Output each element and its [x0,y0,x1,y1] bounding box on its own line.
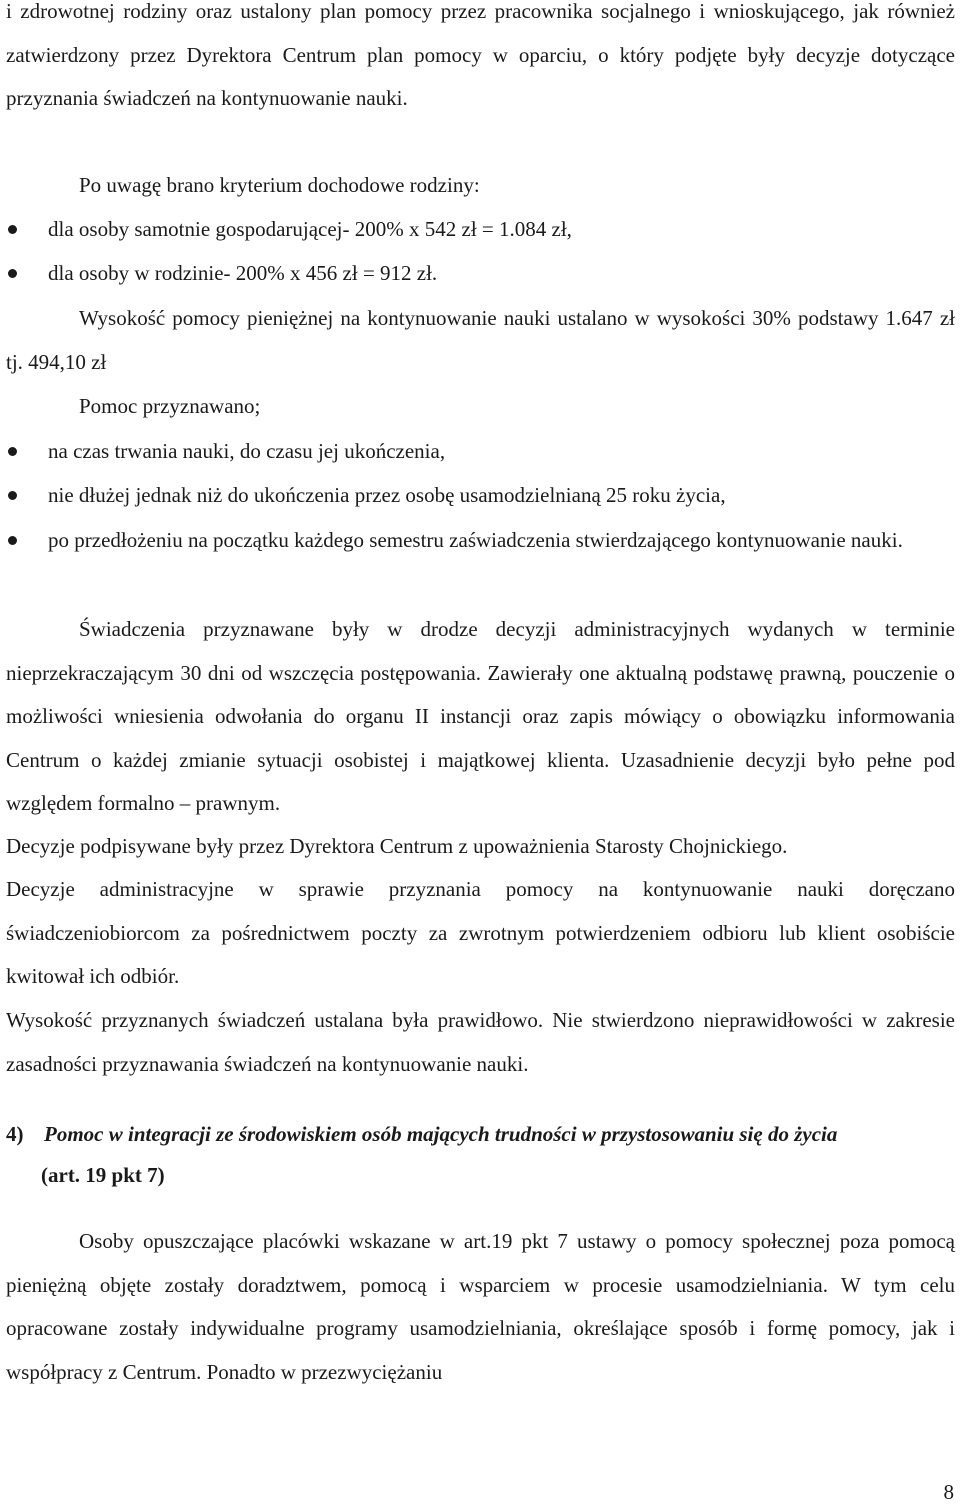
list-item [48,208,955,252]
bullet-icon [8,225,17,234]
page-number: 8 [943,1480,954,1504]
paragraph-delivery: Decyzje administracyjne w sprawie przyznania pomocy na kontynuowanie nauki doręczano świadczeniobiorcom za pośrednictwem poczty za zwrotnym potwierdzeniem odbioru lub klient osobiście kwitował ich odbiór. [6,877,955,989]
list-item [48,519,955,563]
bullet-icon [8,269,17,278]
list-item-text: dla osoby w rodzinie- 200% x 456 zł = 912 zł. [48,261,438,285]
list-item [48,252,955,296]
bullet-icon [8,536,17,545]
section-heading [6,1114,955,1196]
paragraph-assessment: Wysokość przyznanych świadczeń ustalana była prawidłowo. Nie stwierdzono nieprawidłowości w zakresie zasadności przyznawania świadczeń na kontynuowanie nauki. [6,1008,955,1076]
paragraph-criterion-intro: Po uwagę brano kryterium dochodowe rodziny: [79,173,480,197]
paragraph-decisions: Świadczenia przyznawane były w drodze decyzji administracyjnych wydanych w terminie nieprzekraczającym 30 dni od wszczęcia postępowania. Zawierały one aktualną podstawę prawną, pouczenie o możliwości wniesienia odwołania do organu II instancji oraz zapis mówiący o obowiązku informowania Centrum o każdej zmianie sytuacji osobistej i majątkowej klienta. Uzasadnienie decyzji było pełne pod względem formalno – prawnym. [6,617,955,816]
section-title: Pomoc w integracji ze środowiskiem osób mających trudności w przystosowaniu się do życia [44,1122,838,1146]
section-number: 4) [6,1122,24,1146]
paragraph-signatures: Decyzje podpisywane były przez Dyrektora Centrum z upoważnienia Starosty Chojnickiego. [6,834,788,858]
paragraph-integration: Osoby opuszczające placówki wskazane w art.19 pkt 7 ustawy o pomocy społecznej poza pomocą pieniężną objęte zostały doradztwem, pomocą i wsparciem w procesie usamodzielniania. W tym celu opracowane zostały indywidualne programy usamodzielniania, określające sposób i formę pomocy, jak i współpracy z Centrum. Ponadto w przezwyciężaniu [6,1229,955,1384]
paragraph-amount: Wysokość pomocy pieniężnej na kontynuowanie nauki ustalano w wysokości 30% podstawy 1.647 zł tj. 494,10 zł [6,306,955,374]
list-item-text: nie dłużej jednak niż do ukończenia przez osobę usamodzielnianą 25 roku życia, [48,483,726,507]
list-item-text: dla osoby samotnie gospodarującej- 200% x 542 zł = 1.084 zł, [48,217,572,241]
section-article: (art. 19 pkt 7) [41,1163,165,1187]
list-item [48,474,955,518]
list-item-text: po przedłożeniu na początku każdego semestru zaświadczenia stwierdzającego kontynuowanie nauki. [48,528,903,552]
bullet-icon [8,447,17,456]
paragraph-granting: Pomoc przyznawano; [79,394,261,418]
list-item-text: na czas trwania nauki, do czasu jej ukończenia, [48,439,446,463]
list-item [48,430,955,474]
bullet-icon [8,491,17,500]
paragraph-intro: i zdrowotnej rodziny oraz ustalony plan pomocy przez pracownika socjalnego i wnioskującego, jak również zatwierdzony przez Dyrektora Centrum plan pomocy w oparciu, o który podjęte były decyzje dotyczące przyznania świadczeń na kontynuowanie nauki. [6,0,955,111]
